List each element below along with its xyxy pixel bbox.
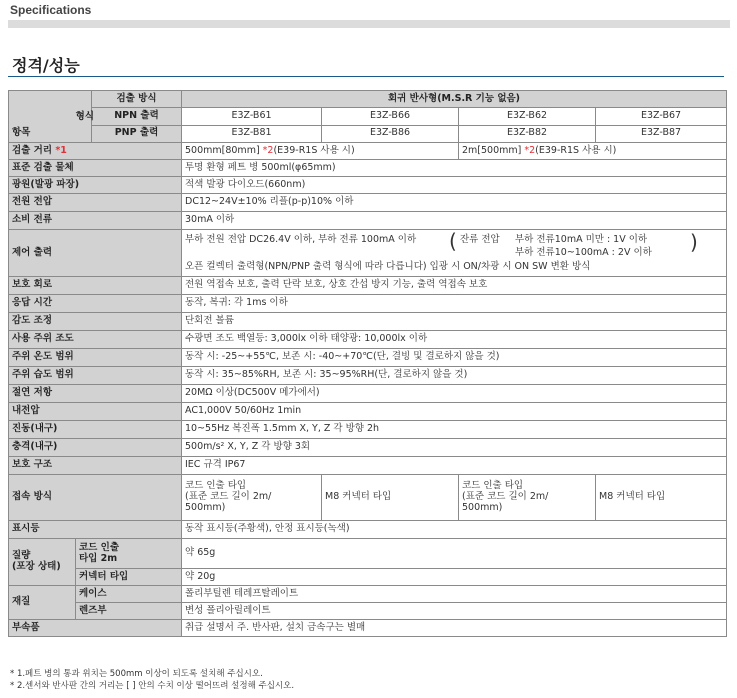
material-lens-label: 렌즈부: [76, 603, 182, 620]
row-label: 보호 회로: [9, 277, 182, 295]
pnp-model: E3Z-B87: [596, 125, 727, 142]
col-item-header: [9, 91, 92, 143]
npn-label: NPN 출력: [92, 108, 182, 125]
npn-model: E3Z-B62: [459, 108, 596, 125]
weight-connector-label: 커넥터 타입: [76, 569, 182, 586]
footnotes: [10, 668, 294, 692]
output-line-2: 오픈 컬렉터 출력형(NPN/PNP 출력 형식에 따라 다릅니다) 입광 시 ON/차광 시 ON SW 변환 방식: [185, 260, 591, 272]
row-label: 표준 검출 물체: [9, 160, 182, 177]
weight-connector-value: 약 20g: [182, 569, 727, 586]
distance-value-1-tail: (E39-R1S 사용 시): [273, 144, 355, 156]
pnp-model: E3Z-B86: [322, 125, 459, 142]
row-value: 30mA 이하: [182, 212, 727, 230]
connection-label: 접속 방식: [9, 475, 182, 521]
connection-cable-line-2: (표준 코드 길이 2m/: [462, 491, 549, 503]
material-case-label: 케이스: [76, 586, 182, 603]
output-line-1: 부하 전원 전압 DC26.4V 이하, 부하 전류 100mA 이하: [185, 233, 417, 245]
row-label: 감도 조정: [9, 313, 182, 331]
row-value: 단회전 볼륨: [182, 313, 727, 331]
footnote: * 1.페트 병의 통과 위치는 500mm 이상이 되도록 설치해 주십시오.: [10, 669, 263, 679]
title-divider: [8, 76, 724, 77]
close-paren: ): [690, 229, 698, 254]
connection-m8-a: M8 커넥터 타입: [322, 475, 459, 521]
row-label: 충격(내구): [9, 439, 182, 457]
row-label: 표시등: [9, 521, 182, 539]
spec-table: [8, 90, 727, 637]
footnote: * 2.센서와 반사판 간의 거리는 [ ] 안의 수치 이상 떨어뜨려 설정해 주십시오.: [10, 681, 295, 691]
weight-label-line-2: (포장 상태): [12, 561, 61, 572]
row-value: 동작, 복귀: 각 1ms 이하: [182, 295, 727, 313]
npn-model: E3Z-B67: [596, 108, 727, 125]
row-label: 주위 온도 범위: [9, 349, 182, 367]
distance-value-2-tail: (E39-R1S 사용 시): [535, 144, 617, 156]
pnp-label: PNP 출력: [92, 125, 182, 142]
detect-method-value: 회귀 반사형(M.S.R 기능 없음): [182, 91, 727, 108]
row-label: 소비 전류: [9, 212, 182, 230]
connection-cable-line-3: 500mm): [462, 501, 503, 513]
row-label: 내전압: [9, 403, 182, 421]
row-value: 10~55Hz 복진폭 1.5mm X, Y, Z 각 방향 2h: [182, 421, 727, 439]
row-label: 광원(발광 파장): [9, 177, 182, 194]
connection-cable-line-2: (표준 코드 길이 2m/: [185, 491, 272, 503]
row-value: 취급 설명서 주. 반사판, 설치 금속구는 별매: [182, 620, 727, 637]
detect-method-label: 검출 방식: [92, 91, 182, 108]
section-rule: [8, 20, 730, 28]
weight-cable-label-line-2: 타입 2m: [79, 552, 118, 564]
row-label: 사용 주위 조도: [9, 331, 182, 349]
row-value: IEC 규격 IP67: [182, 457, 727, 475]
weight-cable-value: 약 65g: [182, 539, 727, 569]
material-label: 재질: [9, 586, 76, 620]
residual-row-2: 부하 전류10~100mA : 2V 이하: [515, 246, 652, 258]
weight-cable-label-line-1: 코드 인출: [79, 541, 120, 553]
row-value: 전원 역접속 보호, 출력 단락 보호, 상호 간섭 방지 기능, 출력 역접속 보호: [182, 277, 727, 295]
row-value: 동작 시: -25~+55℃, 보존 시: -40~+70℃(단, 결빙 및 결로하지 않을 것): [182, 349, 727, 367]
row-value: 투명 환형 페트 병 500ml(φ65mm): [182, 160, 727, 177]
col-item-label: 항목: [12, 127, 31, 139]
material-lens-value: 변성 폴리아릴레이트: [182, 603, 727, 620]
row-label: 응답 시간: [9, 295, 182, 313]
output-value: [182, 230, 727, 277]
residual-label: 잔류 전압: [460, 233, 500, 245]
row-label: 보호 구조: [9, 457, 182, 475]
row-value: 500m/s² X, Y, Z 각 방향 3회: [182, 439, 727, 457]
open-paren: (: [449, 228, 457, 253]
distance-value-1-mark: *2: [262, 144, 274, 156]
connection-cable-line-3: 500mm): [185, 501, 226, 513]
row-value: 적색 발광 다이오드(660nm): [182, 177, 727, 194]
row-label: 부속품: [9, 620, 182, 637]
weight-cable-label: [76, 539, 182, 569]
residual-row-1: 부하 전류10mA 미만 : 1V 이하: [515, 233, 648, 245]
section-label: Specifications: [10, 3, 92, 17]
row-value: 수광면 조도 백열등: 3,000lx 이하 태양광: 10,000lx 이하: [182, 331, 727, 349]
connection-m8-b: M8 커넥터 타입: [596, 475, 727, 521]
distance-value-2-mark: *2: [524, 144, 536, 156]
distance-value-1: [182, 143, 459, 160]
row-value: 동작 표시등(주황색), 안정 표시등(녹색): [182, 521, 727, 539]
row-value: AC1,000V 50/60Hz 1min: [182, 403, 727, 421]
distance-value-2-text: 2m[500mm]: [462, 144, 525, 156]
connection-cable-b: [459, 475, 596, 521]
connection-cable-a: [182, 475, 322, 521]
distance-note-mark: *1: [55, 144, 67, 156]
row-label: 절연 저항: [9, 385, 182, 403]
connection-cable-line-1: 코드 인출 타입: [185, 480, 247, 492]
row-label: 주위 습도 범위: [9, 367, 182, 385]
col-form-label: 형식: [75, 111, 94, 122]
connection-cable-line-1: 코드 인출 타입: [462, 480, 524, 492]
row-value: 동작 시: 35~85%RH, 보존 시: 35~95%RH(단, 결로하지 않을 것): [182, 367, 727, 385]
weight-label-line-1: 질량: [12, 550, 31, 562]
npn-model: E3Z-B61: [182, 108, 322, 125]
row-value: DC12~24V±10% 리플(p-p)10% 이하: [182, 194, 727, 212]
material-case-value: 폴리부틸렌 테레프탈레이트: [182, 586, 727, 603]
pnp-model: E3Z-B82: [459, 125, 596, 142]
distance-label: [9, 143, 182, 160]
npn-model: E3Z-B66: [322, 108, 459, 125]
distance-value-1-text: 500mm[80mm]: [185, 144, 263, 156]
row-label: 전원 전압: [9, 194, 182, 212]
distance-label-text: 검출 거리: [12, 144, 53, 156]
page-title: 정격/성능: [12, 56, 80, 75]
weight-label: [9, 539, 76, 586]
section-header: [8, 0, 730, 30]
distance-value-2: [459, 143, 727, 160]
pnp-model: E3Z-B81: [182, 125, 322, 142]
row-value: 20MΩ 이상(DC500V 메가에서): [182, 385, 727, 403]
row-label: 진동(내구): [9, 421, 182, 439]
output-label: 제어 출력: [9, 230, 182, 277]
